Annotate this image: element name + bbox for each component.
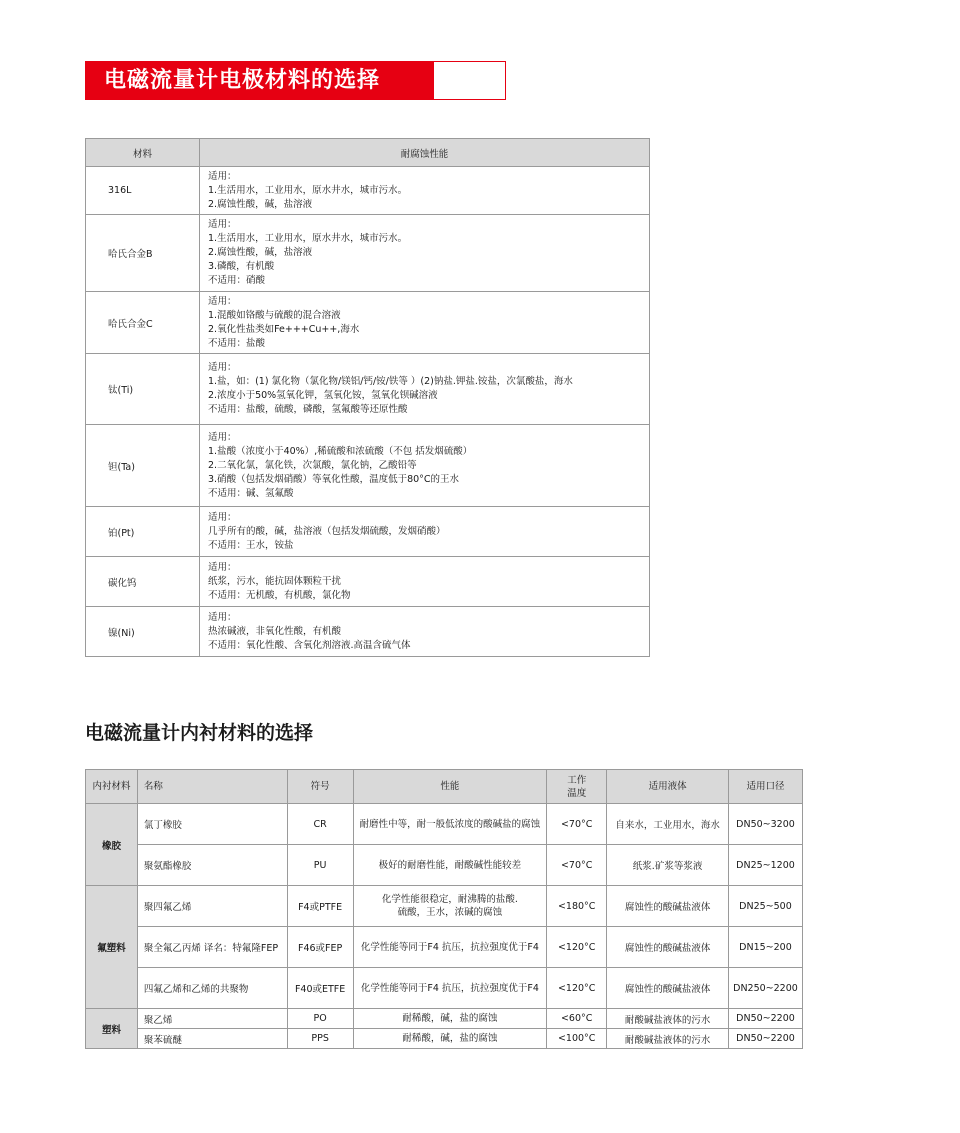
property-line: 2.腐蚀性酸，碱，盐溶液 bbox=[208, 198, 313, 210]
lining-group: 橡胶 bbox=[86, 804, 138, 886]
section1-title-banner bbox=[85, 61, 506, 100]
corrosion-property bbox=[200, 167, 650, 215]
suitable-size: DN25~1200 bbox=[728, 845, 802, 886]
property-line: 1.盐酸（浓度小于40%）,稀硫酸和浓硫酸（不包 括发烟硫酸） bbox=[208, 445, 473, 457]
table-header-row bbox=[86, 770, 803, 804]
working-temperature: <180°C bbox=[547, 886, 607, 927]
property-line: 2.二氧化氯，氯化铁，次氯酸，氯化钠，乙酸铅等 bbox=[208, 459, 417, 471]
header-temp-line1: 工作 bbox=[567, 774, 587, 786]
property-line: 适用： bbox=[208, 561, 237, 573]
lining-symbol: F40或ETFE bbox=[287, 968, 353, 1009]
header-name: 名称 bbox=[137, 770, 287, 804]
suitable-fluid: 耐酸碱盐液体的污水 bbox=[607, 1009, 729, 1029]
lining-performance bbox=[353, 1029, 547, 1049]
property-line: 不适用：硝酸 bbox=[208, 275, 266, 286]
performance-line: 化学性能等同于F4 抗压，抗拉强度优于F4 bbox=[360, 982, 539, 994]
table-row bbox=[86, 215, 650, 292]
material-name: 镍(Ni) bbox=[86, 607, 200, 657]
table-row bbox=[86, 1029, 803, 1049]
header-temp-line2: 温度 bbox=[567, 787, 587, 799]
property-line: 不适用：盐酸 bbox=[208, 337, 266, 349]
material-name: 钽(Ta) bbox=[86, 425, 200, 507]
lining-symbol: F46或FEP bbox=[287, 927, 353, 968]
material-name: 316L bbox=[86, 167, 200, 215]
header-performance: 性能 bbox=[353, 770, 547, 804]
suitable-size: DN50~3200 bbox=[728, 804, 802, 845]
table-row bbox=[86, 557, 650, 607]
table-row bbox=[86, 927, 803, 968]
table-row bbox=[86, 167, 650, 215]
lining-name: 聚全氟乙丙烯 译名：特氟隆FEP bbox=[137, 927, 287, 968]
suitable-fluid: 耐酸碱盐液体的污水 bbox=[607, 1029, 729, 1049]
property-line: 适用： bbox=[208, 362, 237, 373]
property-line: 1.生活用水，工业用水，原水井水，城市污水。 bbox=[208, 184, 408, 196]
lining-group: 塑料 bbox=[86, 1009, 138, 1049]
property-line: 适用： bbox=[208, 219, 237, 230]
lining-performance bbox=[353, 886, 547, 927]
corrosion-property bbox=[200, 215, 650, 292]
lining-material-table bbox=[85, 769, 803, 1049]
lining-symbol: CR bbox=[287, 804, 353, 845]
performance-line: 极好的耐磨性能，耐酸碱性能较差 bbox=[378, 859, 522, 871]
suitable-size: DN50~2200 bbox=[728, 1009, 802, 1029]
property-line: 不适用：氧化性酸、含氧化剂溶液.高温含硫气体 bbox=[208, 639, 411, 651]
property-line: 热浓碱液，非氧化性酸，有机酸 bbox=[208, 625, 342, 637]
lining-group: 氟塑料 bbox=[86, 886, 138, 1009]
lining-name: 氯丁橡胶 bbox=[137, 804, 287, 845]
table-row bbox=[86, 425, 650, 507]
table-row bbox=[86, 292, 650, 354]
table-row bbox=[86, 845, 803, 886]
working-temperature: <120°C bbox=[547, 927, 607, 968]
header-lining: 内衬材料 bbox=[86, 770, 138, 804]
lining-performance bbox=[353, 845, 547, 886]
table-row bbox=[86, 1009, 803, 1029]
property-line: 适用： bbox=[208, 170, 237, 182]
property-line: 不适用：盐酸，硫酸，磷酸，氢氟酸等还原性酸 bbox=[208, 404, 408, 415]
working-temperature: <70°C bbox=[547, 804, 607, 845]
performance-line: 硫酸，王水，浓碱的腐蚀 bbox=[397, 907, 503, 918]
table-row bbox=[86, 607, 650, 657]
header-size: 适用口径 bbox=[728, 770, 802, 804]
lining-symbol: PU bbox=[287, 845, 353, 886]
property-line: 适用： bbox=[208, 611, 237, 623]
suitable-size: DN15~200 bbox=[728, 927, 802, 968]
corrosion-property bbox=[200, 354, 650, 425]
lining-name: 聚乙烯 bbox=[137, 1009, 287, 1029]
working-temperature: <100°C bbox=[547, 1029, 607, 1049]
material-name: 钛(Ti) bbox=[86, 354, 200, 425]
lining-performance bbox=[353, 804, 547, 845]
lining-name: 聚苯硫醚 bbox=[137, 1029, 287, 1049]
property-line: 适用： bbox=[208, 511, 237, 523]
property-line: 2.浓度小于50%氢氧化钾，氢氧化铵，氢氧化钡碱溶液 bbox=[208, 390, 438, 401]
suitable-fluid: 腐蚀性的酸碱盐液体 bbox=[607, 927, 729, 968]
suitable-size: DN250~2200 bbox=[728, 968, 802, 1009]
performance-line: 耐磨性中等，耐一般低浓度的酸碱盐的腐蚀 bbox=[359, 818, 541, 830]
header-fluid: 适用液体 bbox=[607, 770, 729, 804]
corrosion-property bbox=[200, 607, 650, 657]
working-temperature: <120°C bbox=[547, 968, 607, 1009]
material-name: 铂(Pt) bbox=[86, 507, 200, 557]
property-line: 3.硝酸（包括发烟硝酸）等氧化性酸，温度低于80°C的王水 bbox=[208, 473, 460, 485]
header-property: 耐腐蚀性能 bbox=[200, 139, 650, 167]
property-line: 适用： bbox=[208, 431, 237, 443]
suitable-fluid: 自来水，工业用水，海水 bbox=[607, 804, 729, 845]
lining-performance bbox=[353, 1009, 547, 1029]
property-line: 几乎所有的酸，碱，盐溶液（包括发烟硫酸，发烟硝酸） bbox=[208, 525, 446, 537]
property-line: 不适用：王水，铵盐 bbox=[208, 539, 294, 551]
material-name: 哈氏合金B bbox=[86, 215, 200, 292]
table-row bbox=[86, 968, 803, 1009]
table-row bbox=[86, 804, 803, 845]
property-line: 1.盐，如：(1) 氯化物（氯化物/镁铝/钙/铵/铁等 ）(2)钠盐.钾盐.铵盐，次氯酸盐，海水 bbox=[208, 376, 573, 387]
property-line: 1.生活用水，工业用水，原水井水，城市污水。 bbox=[208, 233, 408, 244]
working-temperature: <70°C bbox=[547, 845, 607, 886]
lining-symbol: F4或PTFE bbox=[287, 886, 353, 927]
lining-performance bbox=[353, 968, 547, 1009]
suitable-size: DN25~500 bbox=[728, 886, 802, 927]
suitable-fluid: 腐蚀性的酸碱盐液体 bbox=[607, 968, 729, 1009]
corrosion-property bbox=[200, 425, 650, 507]
working-temperature: <60°C bbox=[547, 1009, 607, 1029]
property-line: 2.腐蚀性酸，碱，盐溶液 bbox=[208, 247, 313, 258]
suitable-fluid: 腐蚀性的酸碱盐液体 bbox=[607, 886, 729, 927]
performance-line: 化学性能很稳定，耐沸腾的盐酸. bbox=[381, 894, 518, 905]
lining-performance bbox=[353, 927, 547, 968]
lining-name: 四氟乙烯和乙烯的共聚物 bbox=[137, 968, 287, 1009]
performance-line: 耐稀酸，碱，盐的腐蚀 bbox=[402, 1013, 498, 1024]
table-row bbox=[86, 886, 803, 927]
lining-name: 聚四氟乙烯 bbox=[137, 886, 287, 927]
header-temperature bbox=[547, 770, 607, 804]
performance-line: 耐稀酸，碱，盐的腐蚀 bbox=[402, 1033, 498, 1044]
suitable-size: DN50~2200 bbox=[728, 1029, 802, 1049]
property-line: 不适用：无机酸，有机酸，氯化物 bbox=[208, 589, 351, 601]
property-line: 适用： bbox=[208, 295, 237, 307]
table-header-row bbox=[86, 139, 650, 167]
material-name: 碳化钨 bbox=[86, 557, 200, 607]
corrosion-property bbox=[200, 292, 650, 354]
header-symbol: 符号 bbox=[287, 770, 353, 804]
electrode-material-table bbox=[85, 138, 650, 657]
property-line: 不适用：碱、氢氟酸 bbox=[208, 487, 294, 499]
lining-symbol: PO bbox=[287, 1009, 353, 1029]
header-material: 材料 bbox=[86, 139, 200, 167]
property-line: 纸浆，污水，能抗固体颗粒干扰 bbox=[208, 575, 342, 587]
lining-symbol: PPS bbox=[287, 1029, 353, 1049]
suitable-fluid: 纸浆.矿浆等浆液 bbox=[607, 845, 729, 886]
corrosion-property bbox=[200, 507, 650, 557]
performance-line: 化学性能等同于F4 抗压，抗拉强度优于F4 bbox=[360, 941, 539, 953]
table-row bbox=[86, 507, 650, 557]
table-row bbox=[86, 354, 650, 425]
section2-title: 电磁流量计内衬材料的选择 bbox=[85, 722, 314, 744]
corrosion-property bbox=[200, 557, 650, 607]
lining-name: 聚氨酯橡胶 bbox=[137, 845, 287, 886]
property-line: 3.磷酸，有机酸 bbox=[208, 261, 275, 272]
property-line: 1.混酸如铬酸与硫酸的混合溶液 bbox=[208, 309, 341, 321]
section1-title: 电磁流量计电极材料的选择 bbox=[104, 68, 381, 93]
material-name: 哈氏合金C bbox=[86, 292, 200, 354]
property-line: 2.氧化性盐类如Fe+++Cu++,海水 bbox=[208, 323, 360, 335]
